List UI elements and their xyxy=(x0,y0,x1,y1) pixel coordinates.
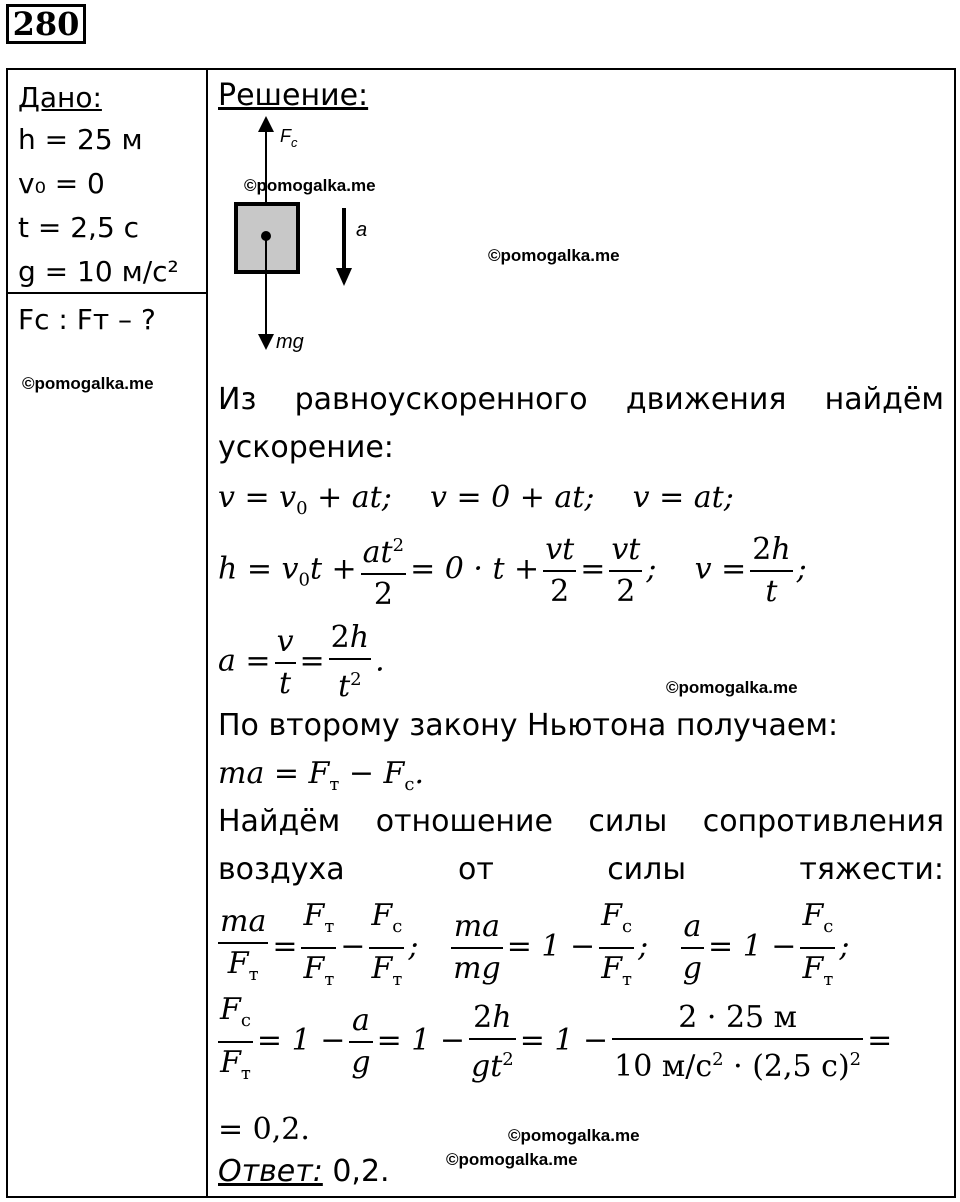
given-h: h = 25 м xyxy=(18,123,143,156)
column-divider xyxy=(206,68,208,1198)
solution-title: Решение: xyxy=(218,78,369,113)
given-find: Fс : Fт – ? xyxy=(18,303,156,336)
formula-acceleration: a = $\frac{v}{t}$ = $\frac{2h}{t^2}$ . xyxy=(218,620,385,704)
given-v0: v₀ = 0 xyxy=(18,167,105,200)
formula-ratio: $\frac{ma}{F_т}$ = $\frac{F_т}{F_т}$ − $\frac{F_с}{F_т}$ ; $\frac{ma}{mg}$ = 1 − $\frac{F_с}{F_т}$ ; $\frac{a}{g}$ = 1 − $\frac{F_с}{F_т}$ ; xyxy=(220,898,850,990)
force-diagram xyxy=(220,112,380,362)
paragraph-ratio: Найдём отношение силы сопротивления воздуха от силы тяжести: xyxy=(218,804,944,887)
formula-final: = 0,2. xyxy=(218,1112,310,1147)
paragraph-acceleration: Из равноускоренного движения найдём ускорение: xyxy=(218,382,944,465)
label-mg: mg xyxy=(276,331,304,353)
watermark: ©pomogalka.me xyxy=(22,374,154,393)
given-t: t = 2,5 с xyxy=(18,211,140,244)
mg-arrow-head xyxy=(258,334,274,350)
watermark: ©pomogalka.me xyxy=(244,176,376,195)
formula-height: $h = v_0t$ + $\frac{at^2}{2}$ = 0 · t + $\frac{vt}{2}$ = $\frac{vt}{2}$ ; v = $\frac{2h}{t}$ ; xyxy=(218,526,807,615)
watermark: ©pomogalka.me xyxy=(508,1126,640,1145)
paragraph-newton: По второму закону Ньютона получаем: xyxy=(218,708,839,743)
label-a: a xyxy=(356,219,368,241)
given-g: g = 10 м/с² xyxy=(18,255,179,288)
watermark: ©pomogalka.me xyxy=(488,246,620,265)
watermark: ©pomogalka.me xyxy=(666,678,798,697)
given-title: Дано: xyxy=(18,81,102,114)
a-arrow-head xyxy=(336,268,352,286)
formula-newton: ma = $F_т - F_с$. xyxy=(218,756,424,795)
watermark: ©pomogalka.me xyxy=(446,1150,578,1169)
formula-velocity: $v = v_0$ + at; v = 0 + at; v = at; xyxy=(218,480,734,519)
label-fc: $F_c$ xyxy=(280,126,298,150)
fc-arrow-head xyxy=(258,116,274,132)
problem-number: 280 xyxy=(6,4,86,44)
answer-line: Ответ: 0,2. xyxy=(218,1154,390,1189)
formula-result: $\frac{F_с}{F_т}$ = 1 − $\frac{a}{g}$ = 1 − $\frac{2h}{gt^2}$ = 1 − $\frac{2 \cdot 25 м}{10 м/с^2 \cdot (2,5 с)^2}$ = xyxy=(220,992,893,1084)
